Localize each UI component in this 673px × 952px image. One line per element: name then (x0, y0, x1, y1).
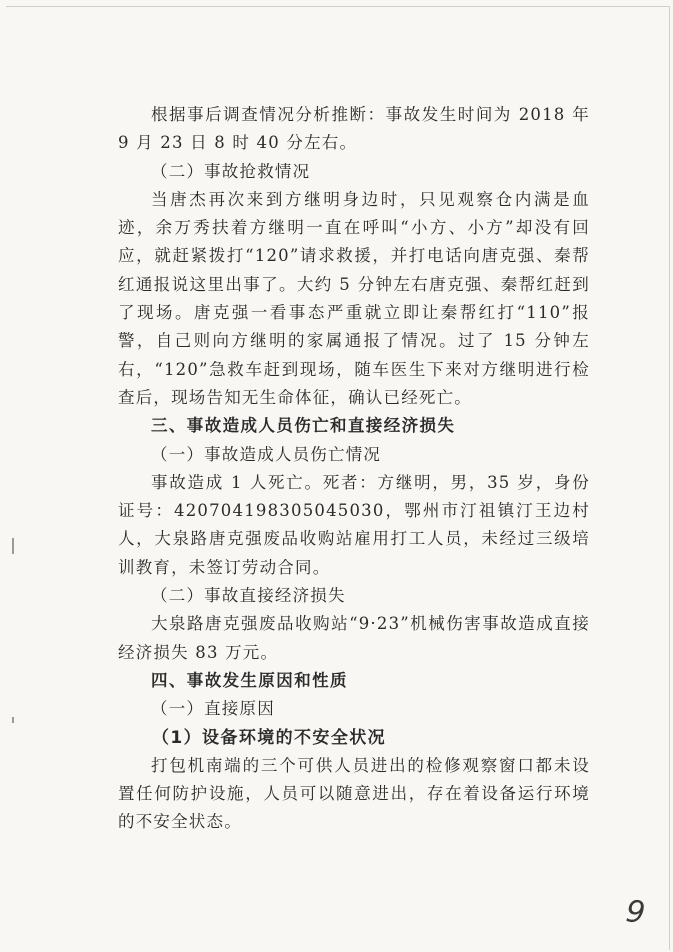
subheading-economic-loss: （二）事故直接经济损失 (151, 586, 346, 606)
scan-border-top (6, 6, 669, 7)
paragraph-time: 根据事后调查情况分析推断：事故发生时间为 2018 年 9 月 23 日 8 时 40 分左右。 (118, 105, 590, 153)
paragraph-casualties: 事故造成 1 人死亡。死者：方继明，男，35 岁，身份证号：420704198305045030，鄂州市汀祖镇汀王边村人，大泉路唐克强废品收购站雇用打工人员，未经过三级培训教育，未签订劳动合同。 (118, 472, 590, 577)
document-body (118, 101, 590, 837)
paragraph-economic-loss: 大泉路唐克强废品收购站“9·23”机械伤害事故造成直接经济损失 83 万元。 (118, 614, 590, 662)
heading-equipment-environment: （1）设备环境的不安全状况 (152, 727, 387, 748)
subheading-rescue: （二）事故抢救情况 (151, 161, 311, 181)
heading-casualties-losses: 三、事故造成人员伤亡和直接经济损失 (151, 416, 456, 436)
scan-artifact (12, 538, 14, 554)
paragraph-equipment-environment: 打包机南端的三个可供人员进出的检修观察窗口都未设置任何防护设施，人员可以随意进出，存在着设备运行环境的不安全状态。 (118, 755, 590, 832)
scan-border-right (669, 6, 670, 950)
paragraph-rescue: 当唐杰再次来到方继明身边时，只见观察仓内满是血迹，余万秀扶着方继明一直在呼叫“小方、小方”却没有回应，就赶紧拨打“120”请求救援，并打电话向唐克强、秦帮红通报说这里出事了。大约 5 分钟左右唐克强、秦帮红赶到了现场。唐克强一看事态严重就立即让秦帮红打“110”报警，自己则向方继明的家属通报了情况。过了 15 分钟左右，“120”急救车赶到现场，随车医生下来对方继明进行检查后，现场告知无生命体征，确认已经死亡。 (118, 189, 590, 407)
subheading-direct-cause: （一）直接原因 (151, 699, 275, 719)
subheading-casualties: （一）事故造成人员伤亡情况 (151, 444, 382, 464)
heading-causes: 四、事故发生原因和性质 (151, 670, 348, 690)
handwritten-page-number: 9 (624, 894, 647, 931)
scan-artifact (12, 717, 14, 723)
